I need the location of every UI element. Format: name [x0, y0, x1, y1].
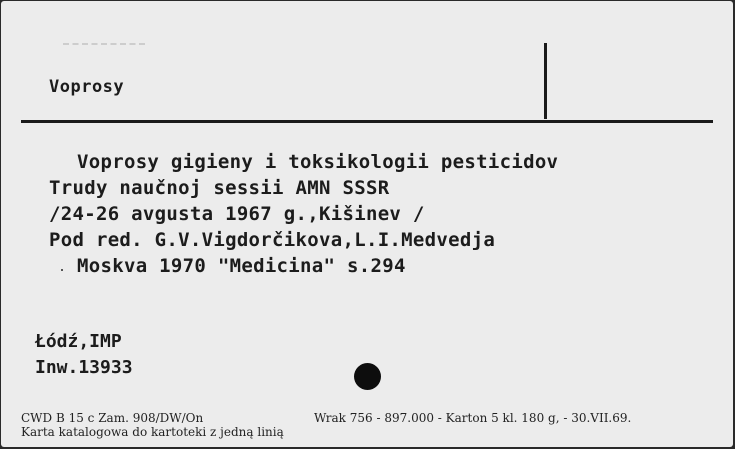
punch-hole	[354, 363, 381, 390]
editors-line: Pod red. G.V.Vigdorčikova,L.I.Medvedja	[49, 229, 496, 251]
publisher-line: Moskva 1970 "Medicina" s.294	[77, 255, 406, 277]
inventory-number: Inw.13933	[35, 357, 133, 378]
horizontal-rule	[21, 120, 713, 123]
footer-paper-info: Wrak 756 - 897.000 - Karton 5 kl. 180 g, - 30.VII.69.	[314, 411, 632, 425]
vertical-rule	[544, 43, 547, 119]
footer-card-type: Karta katalogowa do kartoteki z jedną linią	[21, 425, 284, 439]
library-location: Łódź,IMP	[35, 331, 122, 352]
footer-print-info: CWD B 15 c Zam. 908/DW/On	[21, 411, 204, 425]
title-line: Voprosy gigieny i toksikologii pesticidov	[77, 151, 559, 173]
catalog-card	[1, 1, 733, 447]
series-line: Trudy naučnoj sessii AMN SSSR	[49, 177, 390, 199]
ink-dot	[61, 269, 63, 271]
date-place-line: /24-26 avgusta 1967 g.,Kišinev /	[49, 203, 425, 225]
faded-stamp	[63, 43, 145, 51]
card-heading: Voprosy	[49, 77, 125, 97]
